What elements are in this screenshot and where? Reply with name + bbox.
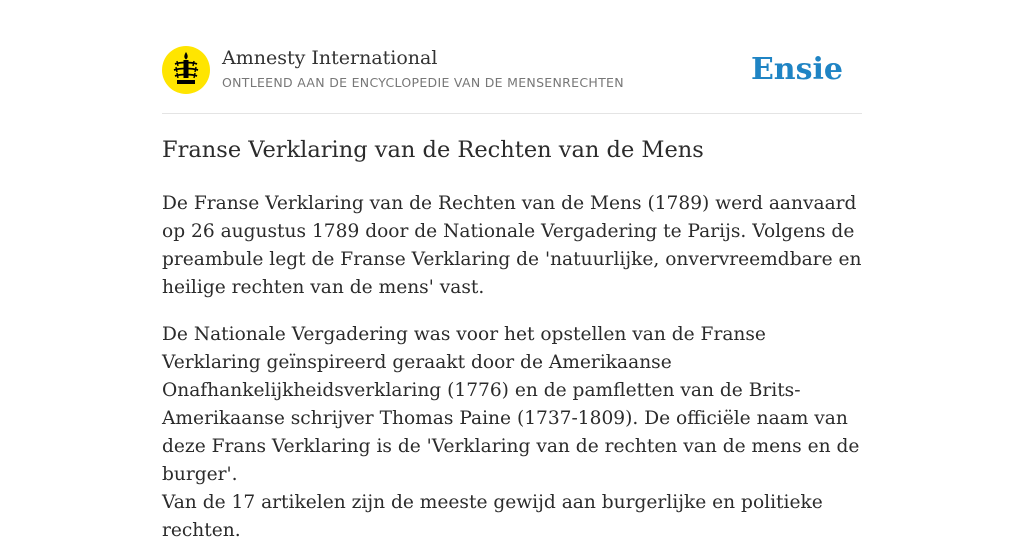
header [162,46,862,96]
amnesty-candle-icon[interactable] [162,46,210,94]
ensie-logo-link[interactable]: Ensie [750,52,843,87]
page [162,0,862,541]
paragraph-2: De Nationale Vergadering was voor het opstellen van de Franse Verklaring geïnspireerd geraakt door de Amerikaanse Onafhankelijkheidsverklaring (1776) en de pamfletten van de Brits-Amerikaanse schrijver Thomas Paine (1737-1809). De officiële naam van deze Frans Verklaring is de 'Verklaring van de rechten van de mens en de burger'. [162,324,860,485]
divider [162,113,862,114]
org-name: Amnesty International [222,47,438,69]
paragraph-1: De Franse Verklaring van de Rechten van de Mens (1789) werd aanvaard op 26 augustus 1789 door de Nationale Vergadering te Parijs. Volgens de preambule legt de Franse Verklaring de 'natuurlijke, onvervreemdbare en heilige rechten van de mens' vast. [162,193,862,298]
article-title: Franse Verklaring van de Rechten van de Mens [162,137,704,163]
candle-icon [162,46,210,94]
source-subtitle: ONTLEEND AAN DE ENCYCLOPEDIE VAN DE MENSENRECHTEN [222,75,624,90]
paragraph-3: Van de 17 artikelen zijn de meeste gewijd aan burgerlijke en politieke rechten. [162,492,823,541]
